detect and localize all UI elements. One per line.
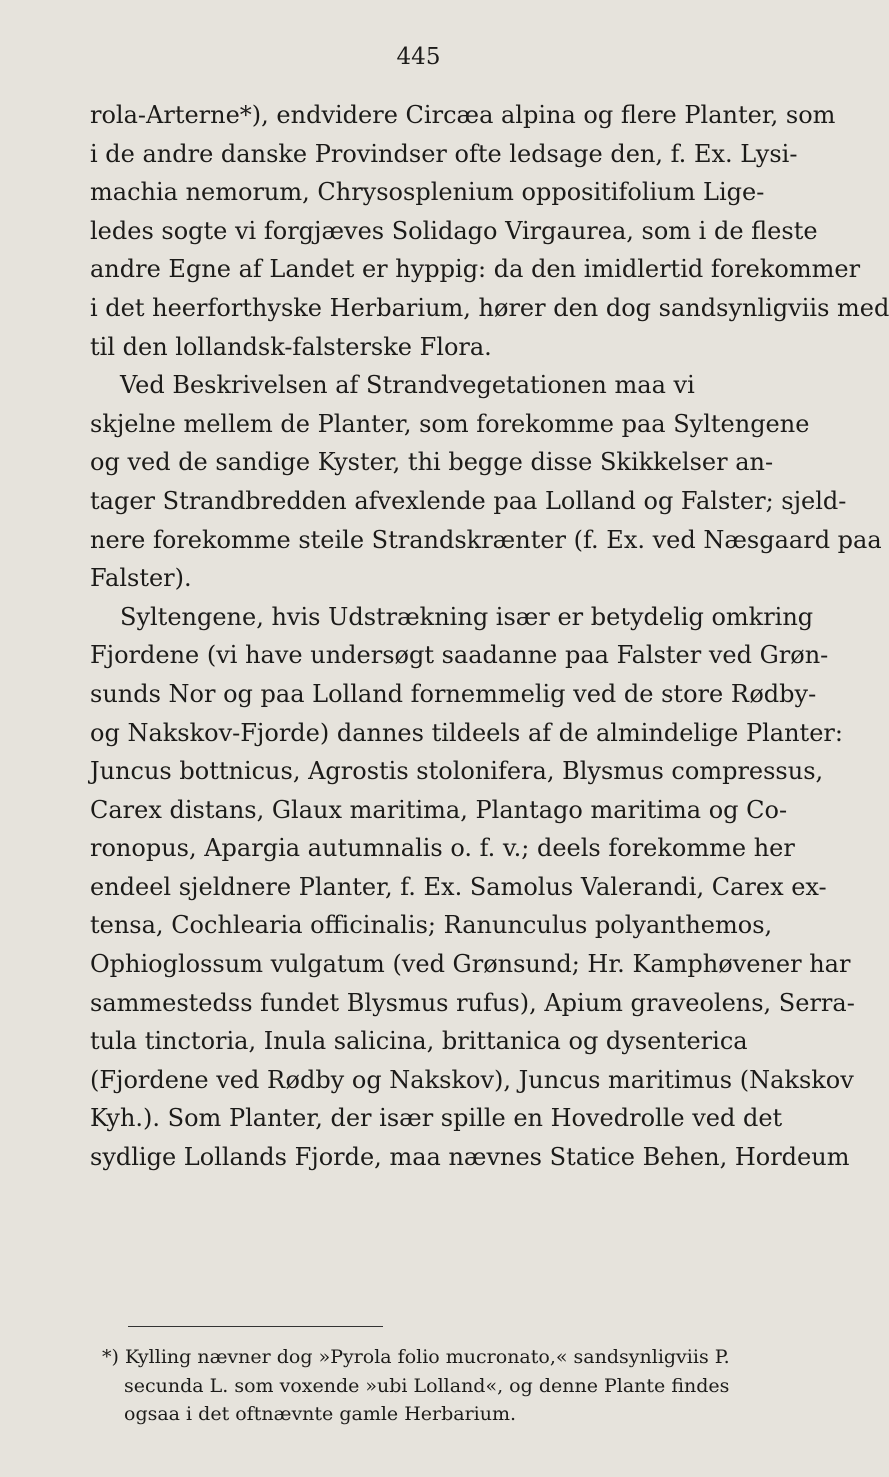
text-line: sydlige Lollands Fjorde, maa nævnes Statice Behen, Hordeum: [90, 1143, 850, 1172]
text-line: machia nemorum, Chrysosplenium oppositifolium Lige-: [90, 178, 765, 207]
text-line: og ved de sandige Kyster, thi begge disse Skikkelser an-: [90, 448, 774, 477]
text-line: sammestedss fundet Blysmus rufus), Apium graveolens, Serra-: [90, 988, 855, 1017]
text-line: i det heerforthyske Herbarium, hører den dog sandsynligviis med: [90, 293, 889, 322]
text-line: til den lollandsk-falsterske Flora.: [90, 332, 492, 361]
footnote-line: *) Kylling nævner dog »Pyrola folio mucronato,« sandsynligviis P.: [102, 1346, 730, 1368]
footnote-line: ogsaa i det oftnævnte gamle Herbarium.: [124, 1403, 517, 1425]
text-line: rola-Arterne*), endvidere Circæa alpina og flere Planter, som: [90, 101, 836, 129]
text-line: Juncus bottnicus, Agrostis stolonifera, Blysmus compressus,: [90, 757, 824, 786]
text-line: skjelne mellem de Planter, som forekomme paa Syltengene: [90, 409, 810, 438]
text-line: sunds Nor og paa Lolland fornemmelig ved de store Rødby-: [90, 679, 817, 708]
text-line: Ved Beskrivelsen af Strandvegetationen maa vi: [120, 371, 695, 400]
page-number: 445: [396, 44, 441, 70]
text-line: endeel sjeldnere Planter, f. Ex. Samolus Valerandi, Carex ex-: [90, 872, 827, 901]
text-line: ledes sogte vi forgjæves Solidago Virgaurea, som i de fleste: [90, 216, 818, 245]
text-line: andre Egne af Landet er hyppig: da den imidlertid forekommer: [90, 255, 861, 284]
text-line: og Nakskov-Fjorde) dannes tildeels af de almindelige Planter:: [90, 718, 843, 747]
footnote-rule: [128, 1326, 383, 1327]
text-line: Carex distans, Glaux maritima, Plantago maritima og Co-: [90, 795, 788, 824]
text-line: Falster).: [90, 564, 192, 593]
footnote: [102, 1343, 792, 1429]
text-line: Syltengene, hvis Udstrækning især er betydelig omkring: [120, 602, 814, 631]
footnote-line: secunda L. som voxende »ubi Lolland«, og denne Plante findes: [124, 1374, 730, 1397]
body-text: [90, 96, 889, 1177]
text-line: tula tinctoria, Inula salicina, brittanica og dysenterica: [90, 1027, 748, 1056]
text-line: tensa, Cochlearia officinalis; Ranunculus polyanthemos,: [90, 911, 773, 940]
text-line: i de andre danske Provindser ofte ledsage den, f. Ex. Lysi-: [90, 139, 798, 168]
text-line: ronopus, Apargia autumnalis o. f. v.; deels forekomme her: [90, 834, 795, 863]
text-line: (Fjordene ved Rødby og Nakskov), Juncus maritimus (Nakskov: [90, 1065, 854, 1094]
text-line: nere forekomme steile Strandskrænter (f. Ex. ved Næsgaard paa: [90, 525, 882, 554]
text-line: Kyh.). Som Planter, der især spille en Hovedrolle ved det: [90, 1104, 783, 1133]
text-line: Fjordene (vi have undersøgt saadanne paa Falster ved Grøn-: [90, 641, 829, 670]
text-line: tager Strandbredden afvexlende paa Lolland og Falster; sjeld-: [90, 486, 847, 515]
text-line: Ophioglossum vulgatum (ved Grønsund; Hr. Kamphøvener har: [90, 950, 851, 979]
